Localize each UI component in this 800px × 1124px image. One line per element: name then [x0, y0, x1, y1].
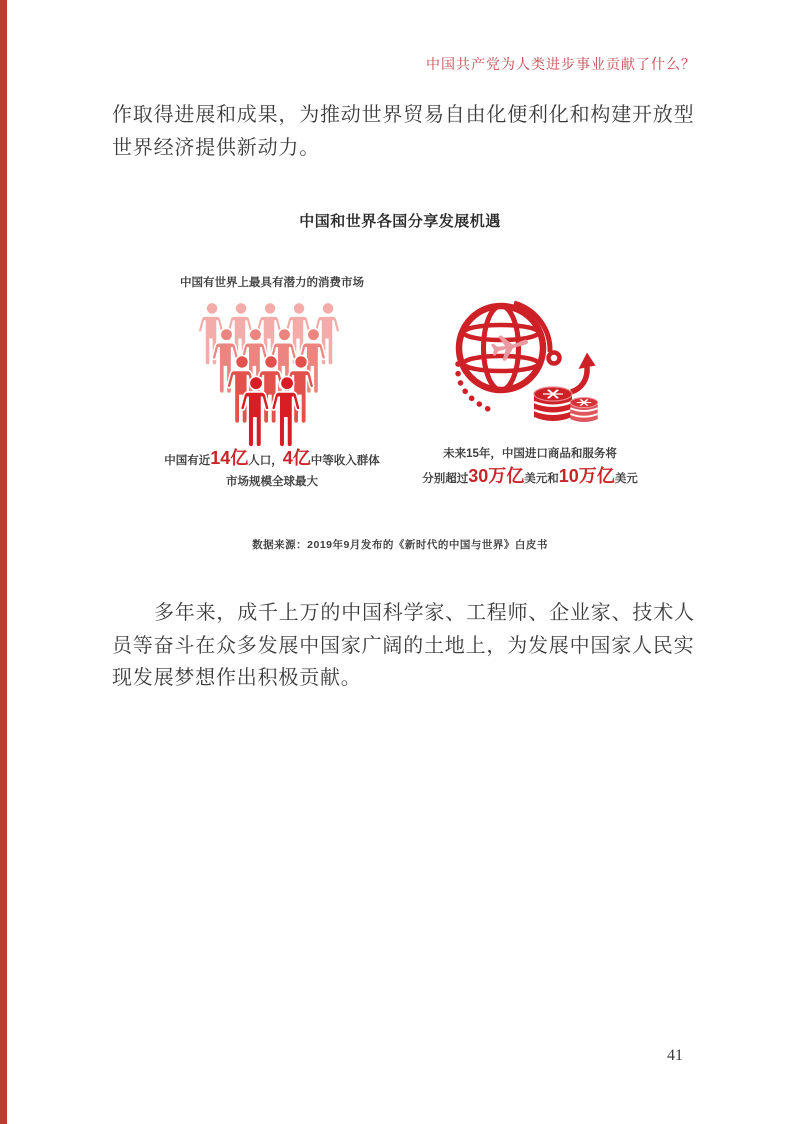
- paragraph-line: 世界经济提供新动力。: [112, 136, 320, 159]
- globe-trade-icon: [450, 296, 610, 438]
- stat-number: 30万亿: [468, 466, 525, 486]
- left-edge-accent-bar: [0, 0, 7, 1124]
- stat-text: 中国有近: [164, 455, 211, 467]
- population-stat: [132, 446, 412, 492]
- stat-number: 10万亿: [558, 466, 615, 486]
- import-stat: [395, 446, 665, 493]
- crowd-of-people-icon: [185, 302, 355, 450]
- page-number: 41: [667, 1047, 683, 1064]
- stat-text: 中等收入群体: [310, 455, 380, 467]
- market-stat-line: 市场规模全球最大: [226, 476, 318, 488]
- stat-number: 4亿: [282, 448, 311, 468]
- paragraph-line: 作取得进展和成果，为推动世界贸易自由化便利化和构建开放型: [112, 104, 695, 126]
- paragraph-line: 员等奋斗在众多发展中国家广阔的土地上，为发展中国家人民实: [112, 634, 695, 657]
- running-header: 中国共产党为人类进步事业贡献了什么？: [426, 56, 696, 72]
- stat-text: 人口，: [248, 455, 283, 467]
- body-paragraph-2: [112, 597, 698, 695]
- paragraph-line: 现发展梦想作出积极贡献。: [112, 667, 362, 689]
- coins-icon: [534, 387, 598, 422]
- import-stat-line-1: 未来15年，中国进口商品和服务将: [443, 448, 617, 460]
- figure-title: 中国和世界各国分享发展机遇: [299, 213, 501, 230]
- body-paragraph-1: [112, 99, 698, 164]
- orbit-satellite-dot: [549, 353, 560, 364]
- stat-text: 美元和: [524, 473, 559, 485]
- population-stat-line: [132, 446, 412, 473]
- stat-text: 美元: [614, 473, 638, 485]
- stat-text: 分别超过: [422, 473, 469, 485]
- stat-number: 14亿: [210, 448, 249, 468]
- paragraph-line: 多年来，成千上万的中国科学家、工程师、企业家、技术人: [154, 602, 695, 624]
- import-stat-line-2: [395, 463, 665, 493]
- growth-arrow-icon: [571, 353, 596, 393]
- data-source-note: 数据来源：2019年9月发布的《新时代的中国与世界》白皮书: [252, 539, 548, 551]
- left-infographic-caption: 中国有世界上最具有潜力的消费市场: [180, 277, 364, 289]
